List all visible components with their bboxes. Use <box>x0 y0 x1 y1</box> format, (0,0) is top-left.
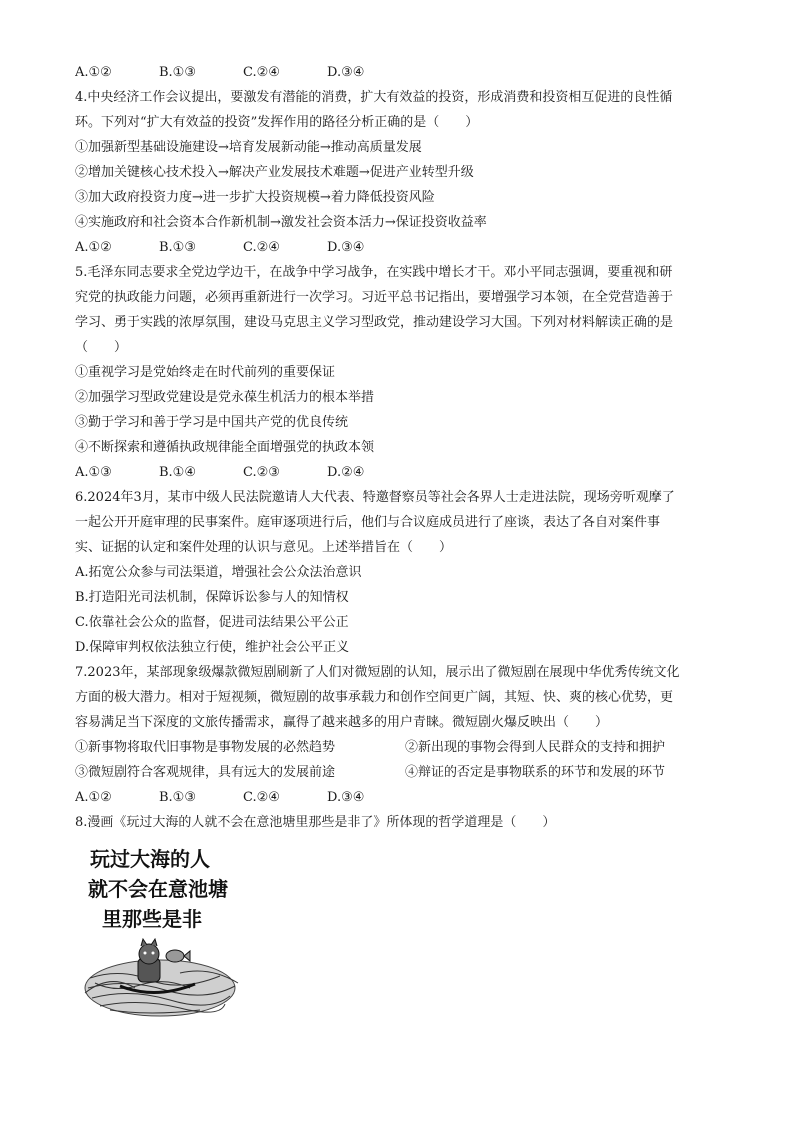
q5-stem-line4: （ ） <box>75 340 128 355</box>
q3-option-b[interactable]: B.①③ <box>159 65 196 80</box>
q3-option-d[interactable]: D.③④ <box>327 65 365 80</box>
q3-option-c[interactable]: C.②④ <box>243 65 280 80</box>
q3-option-a[interactable]: A.①② <box>75 65 112 80</box>
q4-option-a[interactable]: A.①② <box>75 240 112 255</box>
q5-stem-line1: 5.毛泽东同志要求全党边学边干，在战争中学习战争，在实践中增长才干。邓小平同志强调，要重视和研 <box>75 265 673 280</box>
q7-items-row1 <box>75 739 730 757</box>
q7-item-4: ④辩证的否定是事物联系的环节和发展的环节 <box>405 765 666 780</box>
q4-stem-line1: 4.中央经济工作会议提出，要激发有潜能的消费，扩大有效益的投资，形成消费和投资相互促进的良性循 <box>75 90 673 105</box>
q5-option-c[interactable]: C.②③ <box>243 465 280 480</box>
q7-items-row2 <box>75 764 730 782</box>
pond-water <box>85 960 238 1016</box>
q6-stem-line3: 实、证据的认定和案件处理的认识与意见。上述举措旨在（ ） <box>75 540 453 555</box>
q4-option-d[interactable]: D.③④ <box>327 240 365 255</box>
q6-choice-c[interactable]: C.依靠社会公众的监督，促进司法结果公平公正 <box>75 615 349 630</box>
q7-stem-line2: 方面的极大潜力。相对于短视频，微短剧的故事承载力和创作空间更广阔，其短、快、爽的核心优势，更 <box>75 690 674 705</box>
q5-item-2: ②加强学习型政党建设是党永葆生机活力的根本举措 <box>75 390 375 405</box>
q7-option-b[interactable]: B.①③ <box>159 790 196 805</box>
cartoon-illustration <box>80 838 250 1023</box>
q6-choice-a[interactable]: A.拓宽公众参与司法渠道，增强社会公众法治意识 <box>75 565 362 580</box>
cartoon-caption-line3: 里那些是非 <box>102 907 202 931</box>
cartoon-figure <box>138 939 160 982</box>
q3-options <box>75 64 730 82</box>
cartoon-drawing <box>80 838 250 1023</box>
q5-stem-line3: 学习、勇于实践的浓厚氛围，建设马克思主义学习型政党，推动建设学习大国。下列对材料解读正确的是 <box>75 315 674 330</box>
q7-item-3: ③微短剧符合客观规律，具有远大的发展前途 <box>75 765 336 780</box>
q7-item-1: ①新事物将取代旧事物是事物发展的必然趋势 <box>75 740 336 755</box>
q7-option-c[interactable]: C.②④ <box>243 790 280 805</box>
q6-stem-line2: 一起公开开庭审理的民事案件。庭审逐项进行后，他们与合议庭成员进行了座谈，表达了各自对案件事 <box>75 515 661 530</box>
q6-choice-d[interactable]: D.保障审判权依法独立行使，维护社会公平正义 <box>75 640 350 655</box>
q4-item-3: ③加大政府投资力度→进一步扩大投资规模→着力降低投资风险 <box>75 190 435 205</box>
q7-stem-line3: 容易满足当下深度的文旅传播需求，赢得了越来越多的用户青睐。微短剧火爆反映出（ ） <box>75 715 609 730</box>
q6-choice-b[interactable]: B.打造阳光司法机制，保障诉讼参与人的知情权 <box>75 590 349 605</box>
q5-item-4: ④不断探索和遵循执政规律能全面增强党的执政本领 <box>75 440 375 455</box>
q7-options <box>75 789 730 807</box>
q6-stem-line1: 6.2024年3月，某市中级人民法院邀请人大代表、特邀督察员等社会各界人士走进法院，现场旁听观摩了 <box>75 490 675 505</box>
cartoon-caption-line1: 玩过大海的人 <box>90 847 210 871</box>
q7-option-d[interactable]: D.③④ <box>327 790 365 805</box>
q5-options <box>75 464 730 482</box>
cartoon-caption-line2: 就不会在意池塘 <box>88 877 228 901</box>
q7-item-2: ②新出现的事物会得到人民群众的支持和拥护 <box>405 740 666 755</box>
q4-stem-line2: 环。下列对“扩大有效益的投资”发挥作用的路径分析正确的是（ ） <box>75 115 479 130</box>
q5-item-1: ①重视学习是党始终走在时代前列的重要保证 <box>75 365 336 380</box>
q5-option-a[interactable]: A.①③ <box>75 465 112 480</box>
q4-item-2: ②增加关键核心技术投入→解决产业发展技术难题→促进产业转型升级 <box>75 165 474 180</box>
q7-stem-line1: 7.2023年，某部现象级爆款微短剧刷新了人们对微短剧的认知，展示出了微短剧在展现中华优秀传统文化 <box>75 665 680 680</box>
q4-option-b[interactable]: B.①③ <box>159 240 196 255</box>
q5-item-3: ③勤于学习和善于学习是中国共产党的优良传统 <box>75 415 349 430</box>
q5-option-b[interactable]: B.①④ <box>159 465 196 480</box>
q4-item-1: ①加强新型基础设施建设→培育发展新动能→推动高质量发展 <box>75 140 422 155</box>
q4-item-4: ④实施政府和社会资本合作新机制→激发社会资本活力→保证投资收益率 <box>75 215 487 230</box>
cartoon-fish <box>166 950 190 962</box>
q5-option-d[interactable]: D.②④ <box>327 465 365 480</box>
q4-option-c[interactable]: C.②④ <box>243 240 280 255</box>
q5-stem-line2: 究党的执政能力问题，必须再重新进行一次学习。习近平总书记指出，要增强学习本领，在全党营造善于 <box>75 290 674 305</box>
q4-options <box>75 239 730 257</box>
q7-option-a[interactable]: A.①② <box>75 790 112 805</box>
q8-stem: 8.漫画《玩过大海的人就不会在意池塘里那些是非了》所体现的哲学道理是（ ） <box>75 815 556 830</box>
